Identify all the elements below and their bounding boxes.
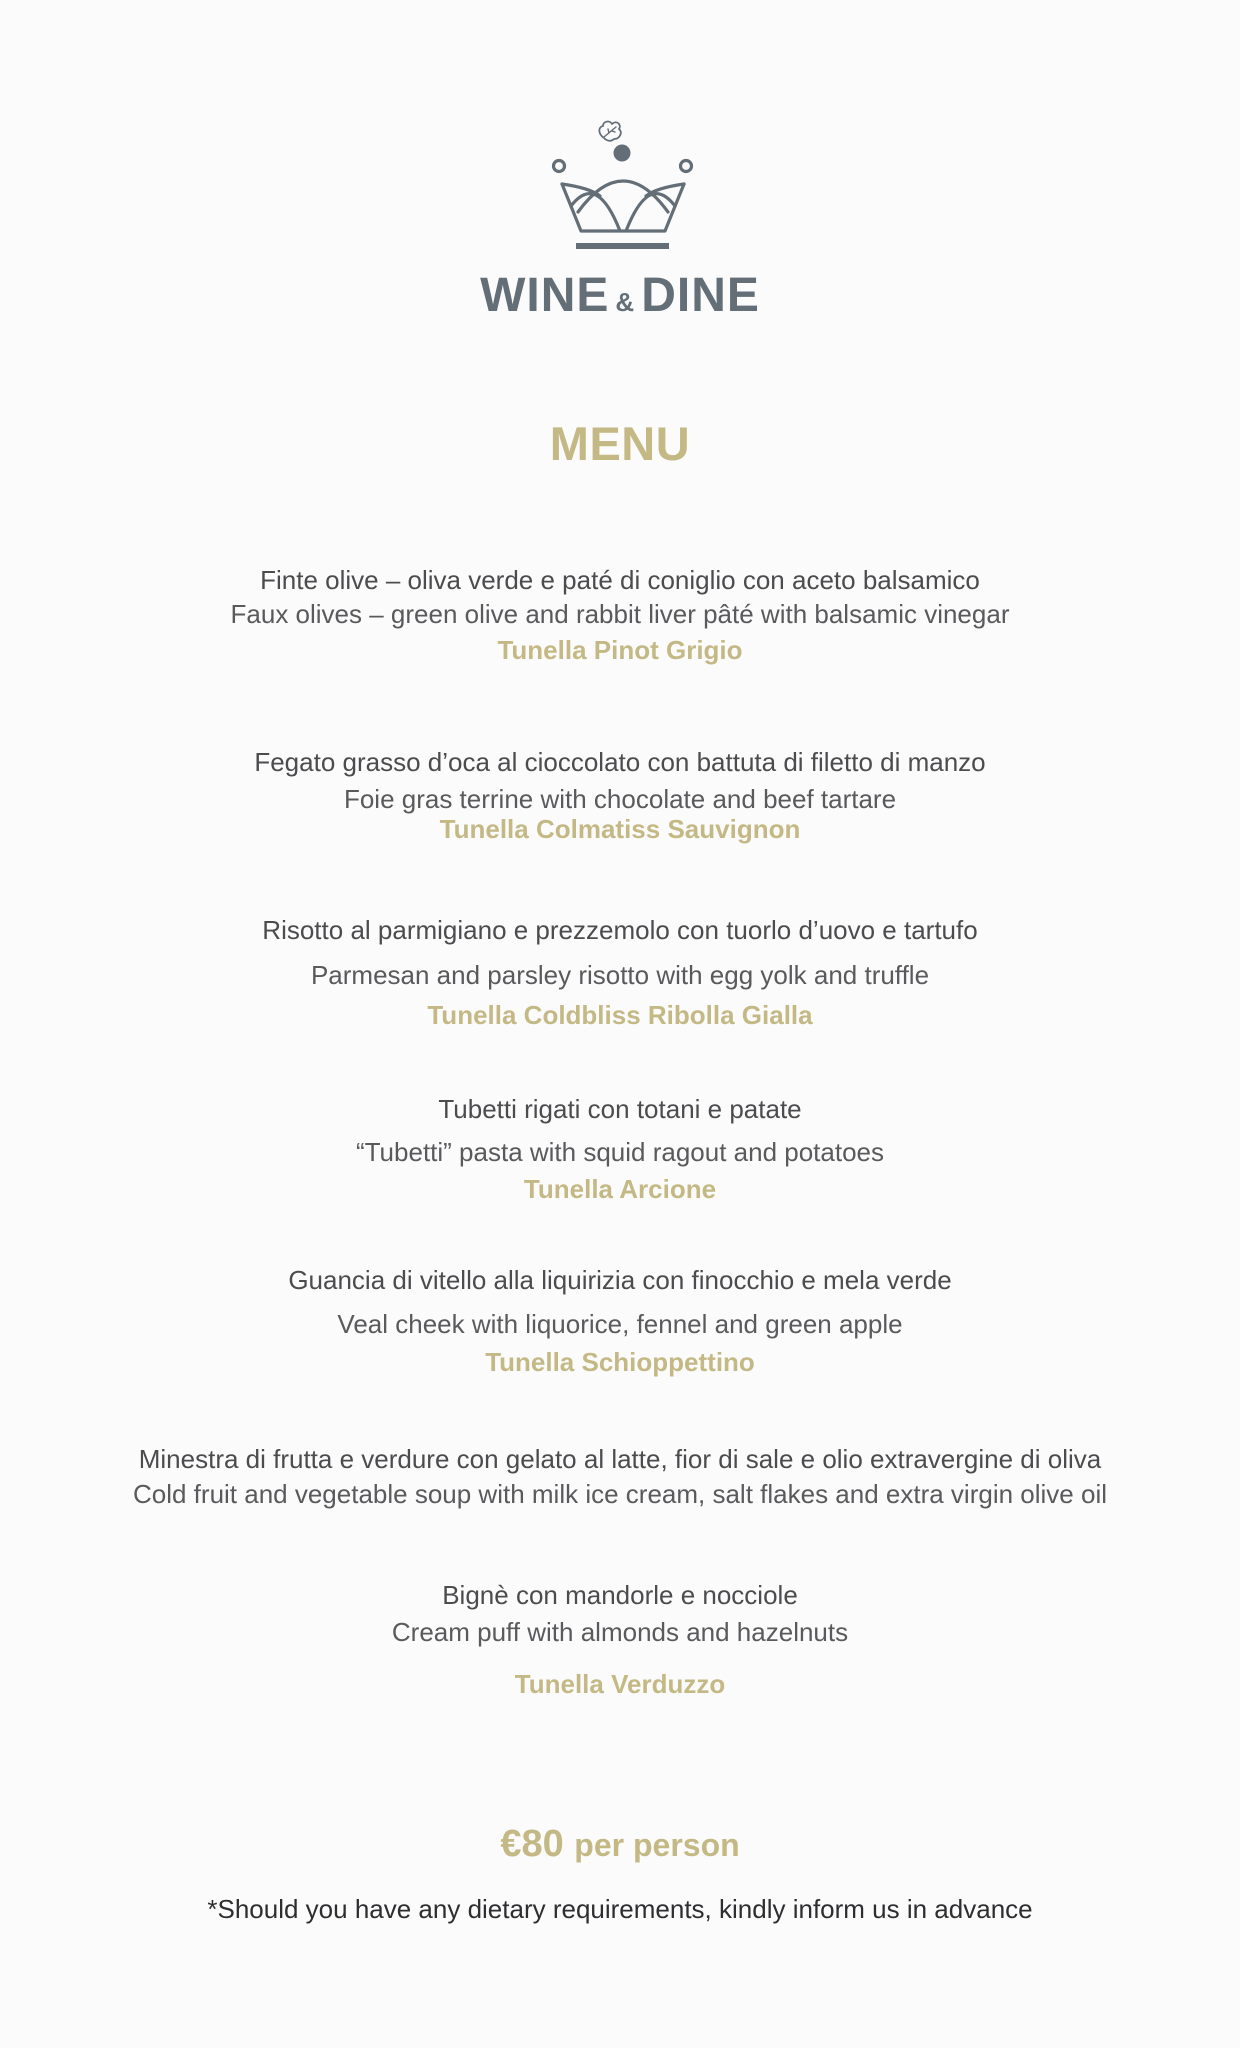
course-6-italian: Minestra di frutta e verdure con gelato al latte, fior di sale e olio extravergine di oliva: [138, 1444, 1102, 1474]
course-3-italian: Risotto al parmigiano e prezzemolo con tuorlo d’uovo e tartufo: [262, 915, 978, 945]
brand-ampersand: &: [615, 287, 636, 317]
price-amount: €80: [500, 1823, 564, 1865]
course-7-italian: Bignè con mandorle e nocciole: [442, 1580, 798, 1610]
course-1-italian: Finte olive – oliva verde e paté di coniglio con aceto balsamico: [260, 565, 980, 595]
course-2-italian: Fegato grasso d’oca al cioccolato con battuta di filetto di manzo: [254, 747, 986, 777]
course-5-wine: Tunella Schioppettino: [485, 1347, 755, 1377]
menu-title: MENU: [549, 417, 691, 470]
course-1-wine: Tunella Pinot Grigio: [497, 635, 743, 665]
course-7-english: Cream puff with almonds and hazelnuts: [391, 1617, 849, 1647]
brand-name-part1: WINE: [480, 269, 610, 322]
course-2-english: Foie gras terrine with chocolate and beef tartare: [343, 784, 897, 814]
course-1-english: Faux olives – green olive and rabbit liver pâté with balsamic vinegar: [230, 599, 1010, 629]
course-3-english: Parmesan and parsley risotto with egg yolk and truffle: [310, 960, 930, 990]
course-5-italian: Guancia di vitello alla liquirizia con finocchio e mela verde: [288, 1265, 952, 1295]
price-per-person: [0, 1822, 1240, 1867]
course-4-english: “Tubetti” pasta with squid ragout and potatoes: [355, 1137, 885, 1167]
crown-logo-icon: [540, 110, 700, 260]
course-7-wine: Tunella Verduzzo: [514, 1669, 726, 1699]
course-3-wine: Tunella Coldbliss Ribolla Gialla: [427, 1000, 813, 1030]
course-6-english: Cold fruit and vegetable soup with milk ice cream, salt flakes and extra virgin olive oil: [132, 1479, 1107, 1509]
brand-wordmark: [0, 270, 1240, 328]
dietary-note: *Should you have any dietary requirements, kindly inform us in advance: [207, 1894, 1033, 1924]
price-unit: per person: [574, 1827, 740, 1863]
course-4-wine: Tunella Arcione: [523, 1174, 717, 1204]
course-2-wine: Tunella Colmatiss Sauvignon: [439, 814, 801, 844]
course-5-english: Veal cheek with liquorice, fennel and green apple: [337, 1309, 903, 1339]
course-4-italian: Tubetti rigati con totani e patate: [438, 1094, 802, 1124]
brand-name-part2: DINE: [641, 269, 760, 322]
